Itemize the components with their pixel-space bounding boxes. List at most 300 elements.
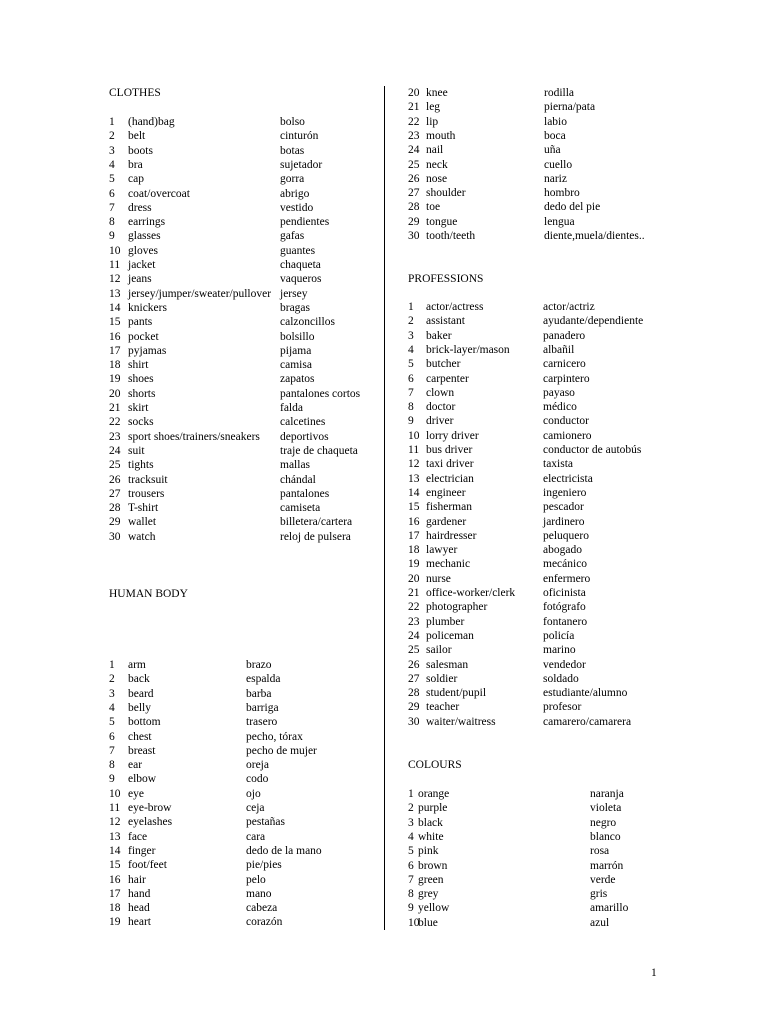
body-number: 2 [109,673,115,686]
body-spanish-term: pelo [246,873,266,886]
profession-number: 25 [408,644,420,657]
body-english-term: tooth/teeth [426,230,476,242]
human-body-heading: HUMAN BODY [109,588,188,600]
colour-spanish-term: negro [590,816,617,829]
profession-row [0,314,768,328]
body-english-term: heart [128,916,151,929]
body-row [0,100,768,114]
colour-spanish-term: amarillo [590,902,629,915]
profession-spanish-term: peluquero [543,529,589,542]
clothes-spanish-term: vestido [280,201,314,214]
body-spanish-term: nariz [544,172,567,185]
profession-english-term: engineer [426,486,466,499]
clothes-spanish-term: chándal [280,473,316,486]
clothes-number: 26 [109,473,121,486]
colour-number: 5 [408,845,414,858]
profession-row [0,643,768,657]
profession-number: 26 [408,658,420,671]
body-spanish-term: pie/pies [246,859,282,872]
body-english-term: arm [128,659,146,671]
body-spanish-term: cabeza [246,902,278,915]
body-spanish-term: dedo de la mano [246,844,322,857]
body-spanish-term: boca [544,129,566,142]
clothes-spanish-term: botas [280,144,305,157]
profession-number: 23 [408,615,420,628]
profession-row [0,672,768,686]
clothes-spanish-term: abrigo [280,187,310,200]
clothes-english-term: belt [128,130,146,143]
colour-spanish-term: marrón [590,859,624,872]
clothes-number: 10 [109,244,121,257]
clothes-number: 8 [109,216,115,229]
clothes-number: 16 [109,330,121,343]
profession-row [0,529,768,543]
profession-row [0,443,768,457]
profession-english-term: student/pupil [426,687,487,700]
body-number: 15 [109,859,121,872]
clothes-number: 19 [109,373,121,386]
profession-spanish-term: pescador [543,501,584,514]
profession-spanish-term: camionero [543,429,592,442]
clothes-number: 12 [109,273,121,286]
clothes-english-term: socks [128,416,154,429]
clothes-spanish-term: calcetines [280,416,326,429]
colour-english-term: purple [418,802,448,815]
colour-number: 6 [408,859,414,872]
body-number: 7 [109,744,115,757]
clothes-spanish-term: bolsillo [280,330,315,343]
body-english-term: nose [426,172,448,185]
profession-number: 1 [408,301,414,313]
body-number: 1 [109,659,115,671]
clothes-spanish-term: reloj de pulsera [280,530,351,543]
clothes-english-term: pants [128,316,153,329]
colour-spanish-term: naranja [590,788,624,800]
body-english-term: hair [128,873,146,886]
colour-spanish-term: rosa [590,845,610,858]
profession-row [0,700,768,714]
profession-english-term: waiter/waitress [426,715,496,728]
profession-spanish-term: ingeniero [543,486,587,499]
colour-english-term: orange [418,788,450,800]
body-spanish-term: barriga [246,701,279,714]
profession-number: 6 [408,372,414,385]
clothes-english-term: knickers [128,301,167,314]
body-spanish-term: lengua [544,215,575,228]
profession-english-term: nurse [426,572,451,585]
profession-number: 8 [408,401,414,414]
profession-row [0,400,768,414]
clothes-spanish-term: pantalones cortos [280,387,361,400]
clothes-english-term: trousers [128,487,165,500]
body-number: 18 [109,902,121,915]
clothes-number: 21 [109,402,121,414]
colour-spanish-term: azul [590,916,610,929]
profession-number: 7 [408,386,414,399]
profession-number: 20 [408,572,420,585]
profession-spanish-term: médico [543,401,577,414]
profession-number: 21 [408,587,420,599]
body-spanish-term: brazo [246,659,272,671]
body-number: 19 [109,916,121,929]
profession-row [0,557,768,571]
clothes-english-term: wallet [128,516,157,529]
profession-spanish-term: electricista [543,472,593,485]
profession-english-term: photographer [426,601,488,614]
body-number: 14 [109,844,121,857]
body-english-term: face [128,830,148,843]
clothes-english-term: jeans [128,273,152,286]
body-english-term: lip [426,115,439,128]
body-english-term: eye-brow [128,802,172,814]
body-english-term: neck [426,158,448,171]
body-english-term: elbow [128,773,157,786]
body-number: 30 [408,230,420,242]
profession-row [0,457,768,471]
profession-row [0,715,768,729]
body-english-term: leg [426,101,441,114]
professions-heading: PROFESSIONS [408,273,484,285]
profession-english-term: lorry driver [426,429,479,442]
body-number: 29 [408,215,420,228]
profession-number: 2 [408,315,414,328]
profession-row [0,600,768,614]
colour-english-term: pink [418,845,439,858]
clothes-number: 17 [109,344,121,357]
profession-number: 18 [408,544,420,557]
body-number: 23 [408,129,420,142]
body-english-term: eye [128,787,144,800]
profession-english-term: salesman [426,658,469,671]
profession-english-term: sailor [426,644,452,657]
colour-number: 7 [408,873,414,886]
profession-english-term: soldier [426,672,458,685]
colour-row [0,916,768,930]
body-row [0,200,768,214]
body-english-term: tongue [426,215,458,228]
clothes-row [0,258,768,272]
clothes-spanish-term: billetera/cartera [280,516,353,529]
body-english-term: back [128,673,150,686]
clothes-number: 22 [109,416,121,429]
profession-spanish-term: mecánico [543,558,588,571]
profession-row [0,486,768,500]
profession-english-term: teacher [426,701,460,714]
body-spanish-term: dedo del pie [544,201,601,214]
body-number: 3 [109,687,115,700]
colour-row [0,887,768,901]
colour-row [0,859,768,873]
colour-english-term: brown [418,859,448,872]
clothes-spanish-term: traje de chaqueta [280,444,358,457]
clothes-spanish-term: camisa [280,359,312,372]
body-spanish-term: cara [246,830,266,843]
profession-number: 14 [408,486,420,499]
body-spanish-term: cuello [544,158,573,171]
clothes-spanish-term: gorra [280,173,305,186]
body-english-term: nail [426,144,444,157]
colour-spanish-term: blanco [590,830,621,843]
colours-heading: COLOURS [408,759,462,771]
profession-spanish-term: abogado [543,544,582,557]
profession-number: 29 [408,701,420,714]
profession-spanish-term: carnicero [543,358,586,371]
body-english-term: belly [128,701,151,714]
colour-number: 1 [408,788,414,800]
body-number: 10 [109,787,121,800]
profession-row [0,572,768,586]
body-english-term: foot/feet [128,859,167,872]
body-number: 27 [408,187,420,200]
profession-row [0,357,768,371]
body-english-term: hand [128,887,151,900]
body-spanish-term: trasero [246,716,278,729]
clothes-english-term: T-shirt [128,502,159,515]
body-row [0,758,768,772]
clothes-spanish-term: camiseta [280,502,321,515]
profession-english-term: fisherman [426,501,472,514]
profession-number: 15 [408,501,420,514]
colour-english-term: blue [418,916,438,929]
clothes-spanish-term: cinturón [280,130,319,143]
clothes-number: 2 [109,130,115,143]
profession-row [0,686,768,700]
body-english-term: head [128,902,150,915]
colour-row [0,901,768,915]
profession-spanish-term: albañil [543,343,575,356]
clothes-spanish-term: calzoncillos [280,316,335,329]
clothes-number: 24 [109,444,121,457]
clothes-spanish-term: mallas [280,459,311,472]
body-number: 9 [109,773,115,786]
body-spanish-term: mano [246,887,272,900]
clothes-english-term: cap [128,173,144,186]
profession-english-term: hairdresser [426,529,477,542]
clothes-english-term: watch [128,530,156,543]
clothes-number: 13 [109,287,121,300]
colour-english-term: yellow [418,902,450,915]
body-row [0,115,768,129]
body-row [0,143,768,157]
profession-spanish-term: carpintero [543,372,590,385]
body-spanish-term: barba [246,687,272,700]
body-number: 28 [408,201,420,214]
profession-spanish-term: actor/actriz [543,301,595,313]
clothes-number: 9 [109,230,115,243]
profession-spanish-term: payaso [543,386,575,399]
body-row [0,86,768,100]
body-number: 11 [109,802,121,814]
clothes-number: 1 [109,116,115,128]
body-english-term: beard [128,687,154,700]
body-spanish-term: diente,muela/dientes.. [544,230,645,242]
body-number: 12 [109,816,121,829]
profession-english-term: electrician [426,472,474,485]
body-row [0,744,768,758]
clothes-english-term: shorts [128,387,156,400]
profession-english-term: mechanic [426,558,471,571]
colour-row [0,816,768,830]
clothes-spanish-term: chaqueta [280,259,321,271]
clothes-spanish-term: pendientes [280,216,330,229]
profession-row [0,300,768,314]
profession-english-term: gardener [426,515,467,528]
profession-row [0,500,768,514]
colour-english-term: grey [418,888,439,901]
profession-english-term: policeman [426,629,474,642]
clothes-number: 29 [109,516,121,529]
profession-number: 19 [408,558,420,571]
clothes-spanish-term: pantalones [280,487,330,500]
clothes-english-term: bra [128,158,143,171]
profession-english-term: brick-layer/mason [426,343,510,356]
colour-row [0,844,768,858]
clothes-row [0,272,768,286]
profession-number: 16 [408,515,420,528]
colour-number: 2 [408,802,414,815]
profession-spanish-term: enfermero [543,572,591,585]
profession-spanish-term: profesor [543,701,582,714]
profession-spanish-term: fontanero [543,615,588,628]
colour-number: 9 [408,902,414,915]
body-row [0,172,768,186]
colour-number: 4 [408,830,414,843]
body-spanish-term: pestañas [246,816,285,829]
clothes-number: 30 [109,530,121,543]
body-number: 16 [109,873,121,886]
profession-english-term: bus driver [426,444,473,456]
profession-row [0,543,768,557]
profession-english-term: actor/actress [426,301,484,313]
profession-number: 13 [408,472,420,485]
profession-spanish-term: conductor de autobús [543,444,642,456]
profession-english-term: carpenter [426,372,469,385]
profession-english-term: lawyer [426,544,458,557]
body-spanish-term: corazón [246,916,283,929]
clothes-english-term: skirt [128,402,149,414]
clothes-number: 6 [109,187,115,200]
body-spanish-term: oreja [246,759,269,772]
profession-row [0,515,768,529]
clothes-spanish-term: pijama [280,344,312,357]
body-spanish-term: espalda [246,673,281,686]
clothes-english-term: dress [128,201,152,214]
clothes-english-term: glasses [128,230,161,243]
colour-english-term: green [418,873,444,886]
clothes-spanish-term: guantes [280,244,316,257]
body-spanish-term: uña [544,144,561,157]
body-spanish-term: pecho, tórax [246,730,303,743]
profession-english-term: office-worker/clerk [426,587,516,599]
body-number: 5 [109,716,115,729]
body-row [0,730,768,744]
clothes-row [0,287,768,301]
clothes-number: 18 [109,359,121,372]
colour-spanish-term: violeta [590,802,622,815]
clothes-number: 15 [109,316,121,329]
body-english-term: breast [128,744,156,757]
body-row [0,215,768,229]
clothes-spanish-term: bragas [280,301,311,314]
profession-spanish-term: jardinero [543,515,585,528]
profession-english-term: doctor [426,401,456,414]
clothes-spanish-term: zapatos [280,373,315,386]
clothes-english-term: tights [128,459,154,472]
colour-number: 10 [408,916,420,929]
profession-number: 30 [408,715,420,728]
clothes-english-term: jersey/jumper/sweater/pullover [128,287,272,300]
body-english-term: shoulder [426,187,466,200]
body-number: 22 [408,115,420,128]
body-spanish-term: rodilla [544,87,575,99]
body-english-term: knee [426,87,448,99]
clothes-spanish-term: sujetador [280,158,323,171]
colour-english-term: black [418,816,443,829]
profession-english-term: plumber [426,615,465,628]
profession-number: 4 [408,343,414,356]
profession-row [0,629,768,643]
clothes-number: 14 [109,301,121,314]
body-row [0,772,768,786]
clothes-english-term: pocket [128,330,159,343]
profession-spanish-term: panadero [543,329,586,342]
clothes-spanish-term: deportivos [280,430,329,443]
clothes-spanish-term: jersey [280,287,308,300]
clothes-english-term: (hand)bag [128,116,175,128]
clothes-english-term: boots [128,144,153,157]
profession-number: 12 [408,458,420,471]
profession-english-term: driver [426,415,454,428]
body-row [0,229,768,243]
clothes-spanish-term: bolso [280,116,305,128]
profession-row [0,372,768,386]
profession-spanish-term: fotógrafo [543,601,586,614]
profession-spanish-term: conductor [543,415,589,428]
body-number: 13 [109,830,121,843]
colour-spanish-term: gris [590,888,608,901]
clothes-spanish-term: vaqueros [280,273,322,286]
profession-row [0,429,768,443]
profession-number: 24 [408,629,420,642]
clothes-english-term: jacket [128,259,156,271]
colour-row [0,830,768,844]
body-english-term: mouth [426,129,456,142]
profession-spanish-term: soldado [543,672,579,685]
body-spanish-term: hombro [544,187,580,200]
profession-spanish-term: policía [543,629,575,642]
body-number: 25 [408,158,420,171]
clothes-english-term: suit [128,444,145,457]
clothes-english-term: earrings [128,216,166,229]
profession-number: 27 [408,672,420,685]
clothes-number: 27 [109,487,121,500]
profession-row [0,615,768,629]
profession-number: 5 [408,358,414,371]
body-english-term: toe [426,201,441,214]
colour-row [0,801,768,815]
clothes-number: 7 [109,201,115,214]
clothes-spanish-term: falda [280,402,303,414]
profession-number: 11 [408,444,420,456]
body-number: 24 [408,144,420,157]
profession-spanish-term: camarero/camarera [543,715,632,728]
colour-number: 8 [408,888,414,901]
profession-row [0,586,768,600]
clothes-english-term: shoes [128,373,154,386]
body-spanish-term: ceja [246,802,265,814]
clothes-english-term: coat/overcoat [128,187,190,200]
clothes-number: 3 [109,144,115,157]
